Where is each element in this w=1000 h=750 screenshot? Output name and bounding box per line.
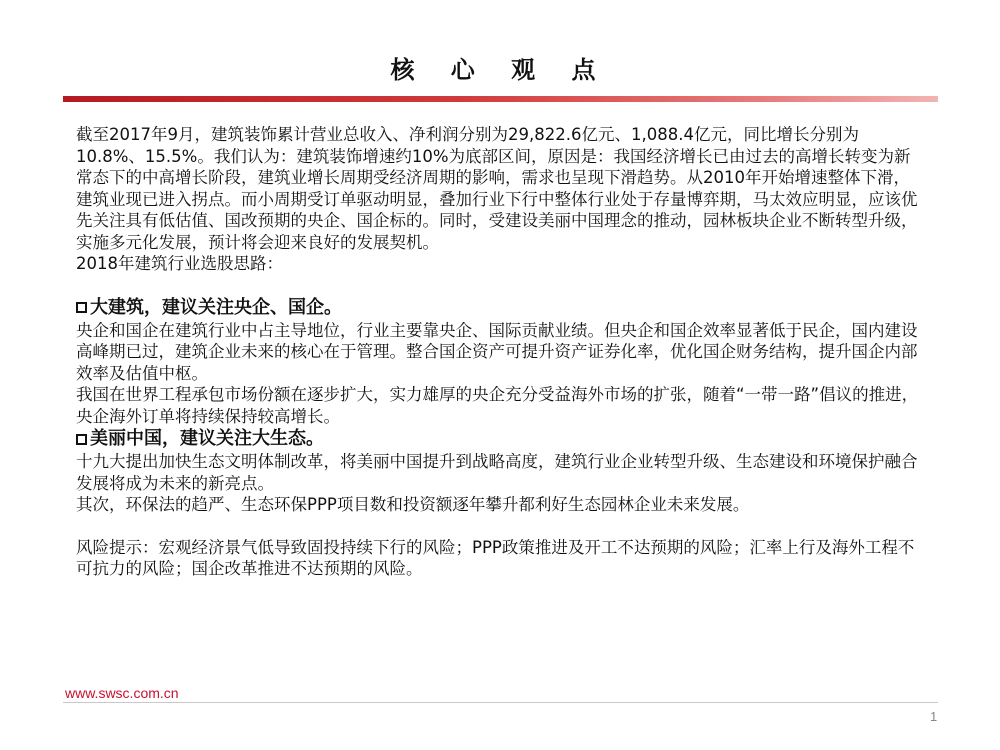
page-number: 1 <box>930 709 938 724</box>
section1-paragraph-2: 我国在世界工程承包市场份额在逐步扩大，实力雄厚的央企充分受益海外市场的扩张，随着“一带一路”倡议的推进，央企海外订单将持续保持较高增长。 <box>76 385 919 426</box>
risk-warning: 风险提示：宏观经济景气低导致固投持续下行的风险；PPP政策推进及开工不达预期的风险；汇率上行及海外工程不可抗力的风险；国企改革推进不达预期的风险。 <box>76 537 915 578</box>
footer-divider <box>63 702 938 703</box>
title-accent-bar <box>63 96 938 102</box>
section-heading-construction <box>76 296 926 320</box>
section-heading-text: 大建筑，建议关注央企、国企。 <box>90 296 342 318</box>
checkbox-bullet-icon <box>76 302 87 313</box>
slide-body <box>76 124 926 580</box>
spacer <box>76 275 926 296</box>
footer-website-link[interactable]: www.swsc.com.cn <box>65 685 179 701</box>
spacer <box>76 516 926 537</box>
section1-paragraph-1: 央企和国企在建筑行业中占主导地位，行业主要靠央企、国际贡献业绩。但央企和国企效率显著低于民企，国内建设高峰期已过，建筑企业未来的核心在于管理。整合国企资产可提升资产证券化率，优化国企财务结构，提升国企内部效率及估值中枢。 <box>76 320 918 383</box>
slide-title: 核 心 观 点 <box>390 56 610 84</box>
checkbox-bullet-icon <box>76 434 87 445</box>
section2-paragraph-1: 十九大提出加快生态文明体制改革，将美丽中国提升到战略高度，建筑行业企业转型升级、生态建设和环境保护融合发展将成为未来的新亮点。 <box>76 452 918 493</box>
intro-paragraph: 截至2017年9月，建筑装饰累计营业总收入、净利润分别为29,822.6亿元、1,088.4亿元，同比增长分别为10.8%、15.5%。我们认为：建筑装饰增速约10%为底部区间，原因是：我国经济增长已由过去的高增长转变为新常态下的中高增长阶段，建筑业增长周期受经济周期的影响，需求也呈现下滑趋势。从2010年开始增速整体下滑，建筑业现已进入拐点。而小周期受订单驱动明显，叠加行业下行中整体行业处于存量博弈期，马太效应明显，应该优先关注具有低估值、国改预期的央企、国企标的。同时，受建设美丽中国理念的推动，园林板块企业不断转型升级，实施多元化发展，预计将会迎来良好的发展契机。 <box>76 125 918 252</box>
strategy-label: 2018年建筑行业选股思路： <box>76 254 283 273</box>
section-heading-ecology <box>76 427 926 451</box>
section2-paragraph-2: 其次，环保法的趋严、生态环保PPP项目数和投资额逐年攀升都利好生态园林企业未来发展。 <box>76 495 750 514</box>
section-heading-text: 美丽中国，建议关注大生态。 <box>90 428 324 449</box>
